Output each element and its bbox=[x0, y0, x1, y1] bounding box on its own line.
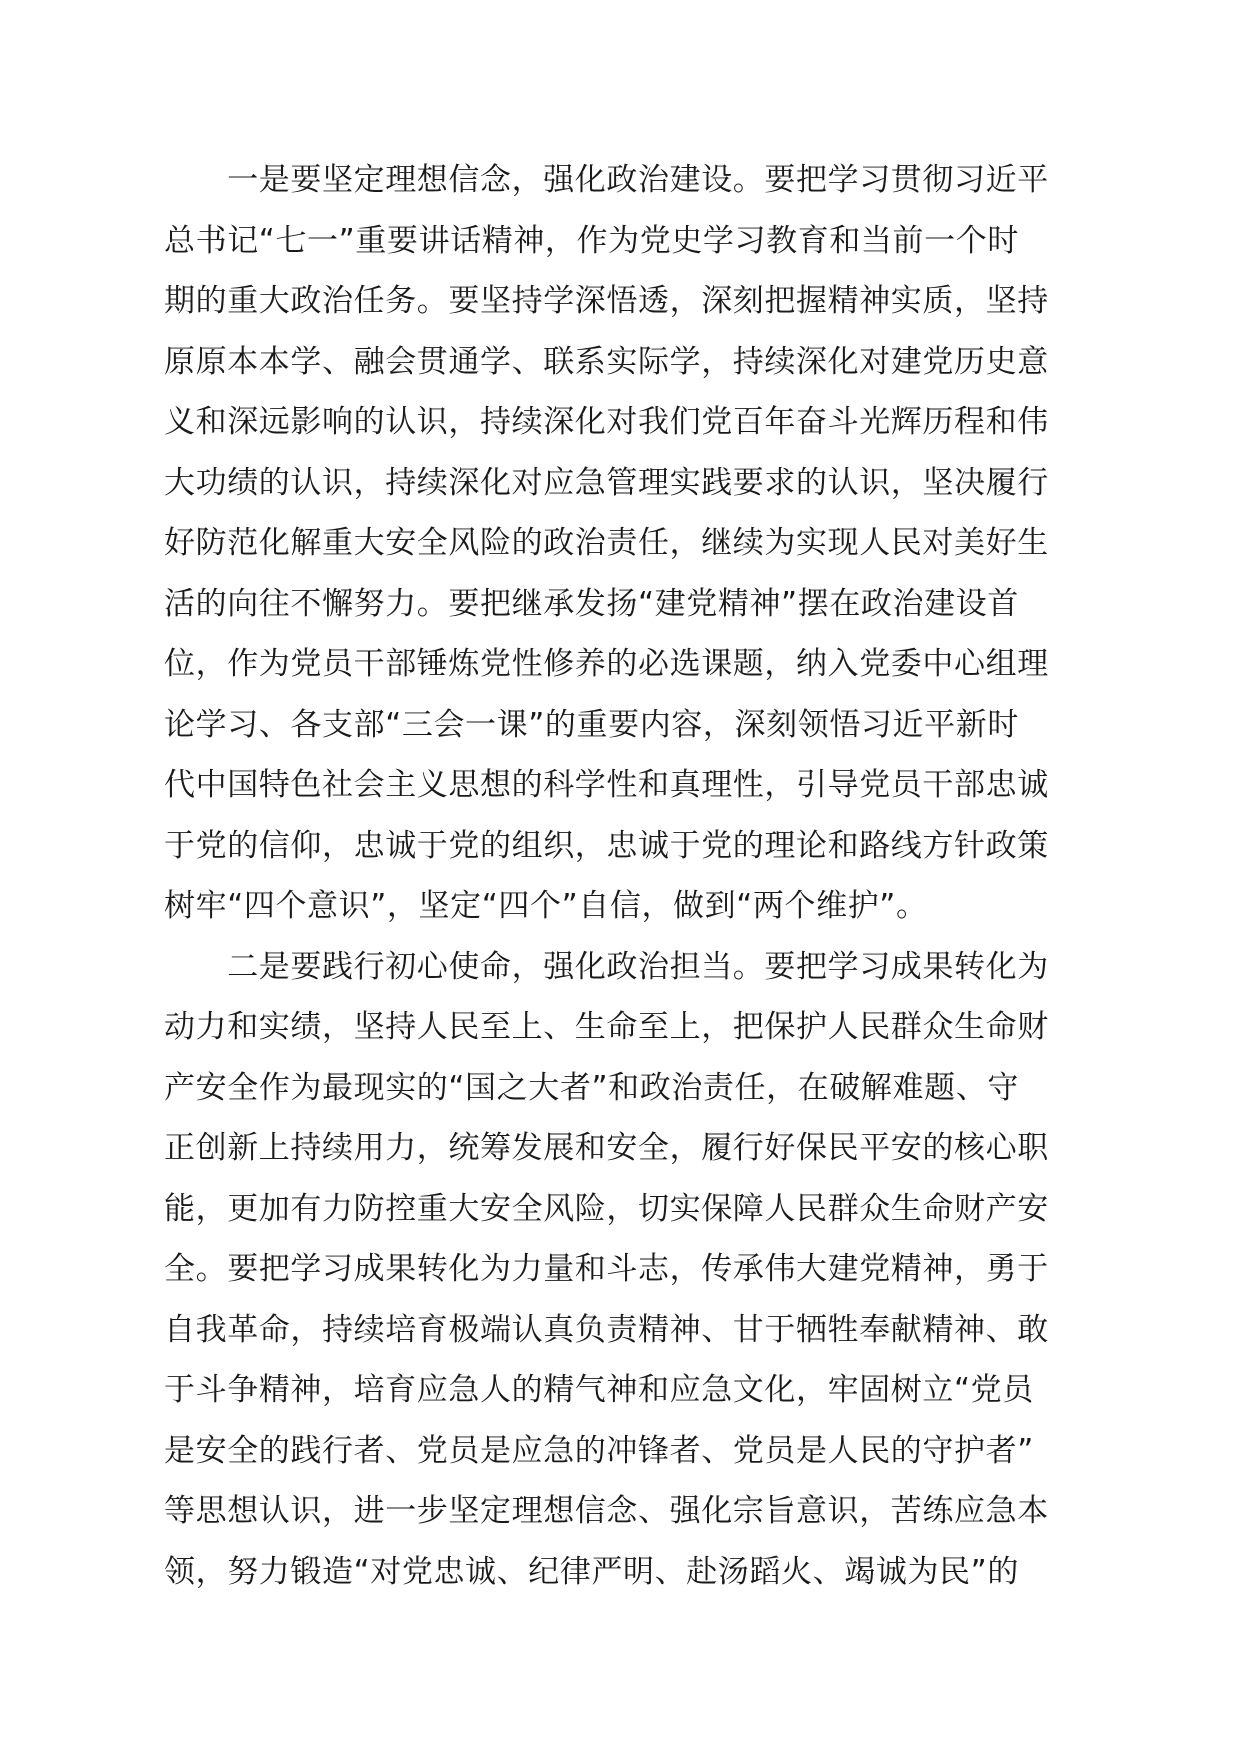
text-line: 原原本本学、融会贯通学、联系实际学，持续深化对建党历史意 bbox=[164, 343, 1049, 380]
text-line: 于斗争精神，培育应急人的精气神和应急文化，牢固树立“党员 bbox=[164, 1372, 1034, 1408]
text-line: 动力和实绩，坚持人民至上、生命至上，把保护人民群众生命财 bbox=[164, 1009, 1049, 1045]
text-line: 总书记“七一”重要讲话精神，作为党史学习教育和当前一个时 bbox=[164, 222, 1019, 259]
text-line: 论学习、各支部“三会一课”的重要内容，深刻领悟习近平新时 bbox=[164, 706, 1019, 743]
text-line: 于党的信仰，忠诚于党的组织，忠诚于党的理论和路线方针政策 bbox=[164, 827, 1049, 864]
text-line: 大功绩的认识，持续深化对应急管理实践要求的认识，坚决履行 bbox=[164, 464, 1049, 501]
text-line: 期的重大政治任务。要坚持学深悟透，深刻把握精神实质，坚持 bbox=[164, 283, 1049, 319]
text-line: 代中国特色社会主义思想的科学性和真理性，引导党员干部忠诚 bbox=[164, 767, 1049, 803]
text-line: 是安全的践行者、党员是应急的冲锋者、党员是人民的守护者” bbox=[164, 1432, 1034, 1469]
text-line: 自我革命，持续培育极端认真负责精神、甘于牺牲奉献精神、敢 bbox=[164, 1311, 1049, 1348]
text-line: 一是要坚定理想信念，强化政治建设。要把学习贯彻习近平 bbox=[164, 162, 1049, 198]
text-line: 等思想认识，进一步坚定理想信念、强化宗旨意识，苦练应急本 bbox=[164, 1493, 1049, 1529]
paragraph-1 bbox=[164, 150, 1114, 937]
text-line: 领，努力锻造“对党忠诚、纪律严明、赴汤蹈火、竭诚为民”的 bbox=[164, 1553, 1019, 1590]
text-line: 能，更加有力防控重大安全风险，切实保障人民群众生命财产安 bbox=[164, 1190, 1049, 1227]
text-line: 树牢“四个意识”，坚定“四个”自信，做到“两个维护”。 bbox=[164, 888, 928, 924]
text-line: 位，作为党员干部锤炼党性修养的必选课题，纳入党委中心组理 bbox=[164, 646, 1049, 682]
paragraph-2 bbox=[164, 937, 1114, 1603]
text-line: 活的向往不懈努力。要把继承发扬“建党精神”摆在政治建设首 bbox=[164, 585, 1019, 622]
text-line: 全。要把学习成果转化为力量和斗志，传承伟大建党精神，勇于 bbox=[164, 1251, 1049, 1287]
body-text bbox=[164, 150, 1114, 1602]
text-line: 二是要践行初心使命，强化政治担当。要把学习成果转化为 bbox=[164, 948, 1049, 985]
text-line: 好防范化解重大安全风险的政治责任，继续为实现人民对美好生 bbox=[164, 525, 1049, 561]
text-line: 正创新上持续用力，统筹发展和安全，履行好保民平安的核心职 bbox=[164, 1130, 1049, 1166]
text-line: 义和深远影响的认识，持续深化对我们党百年奋斗光辉历程和伟 bbox=[164, 404, 1049, 440]
text-line: 产安全作为最现实的“国之大者”和政治责任，在破解难题、守 bbox=[164, 1069, 1019, 1106]
